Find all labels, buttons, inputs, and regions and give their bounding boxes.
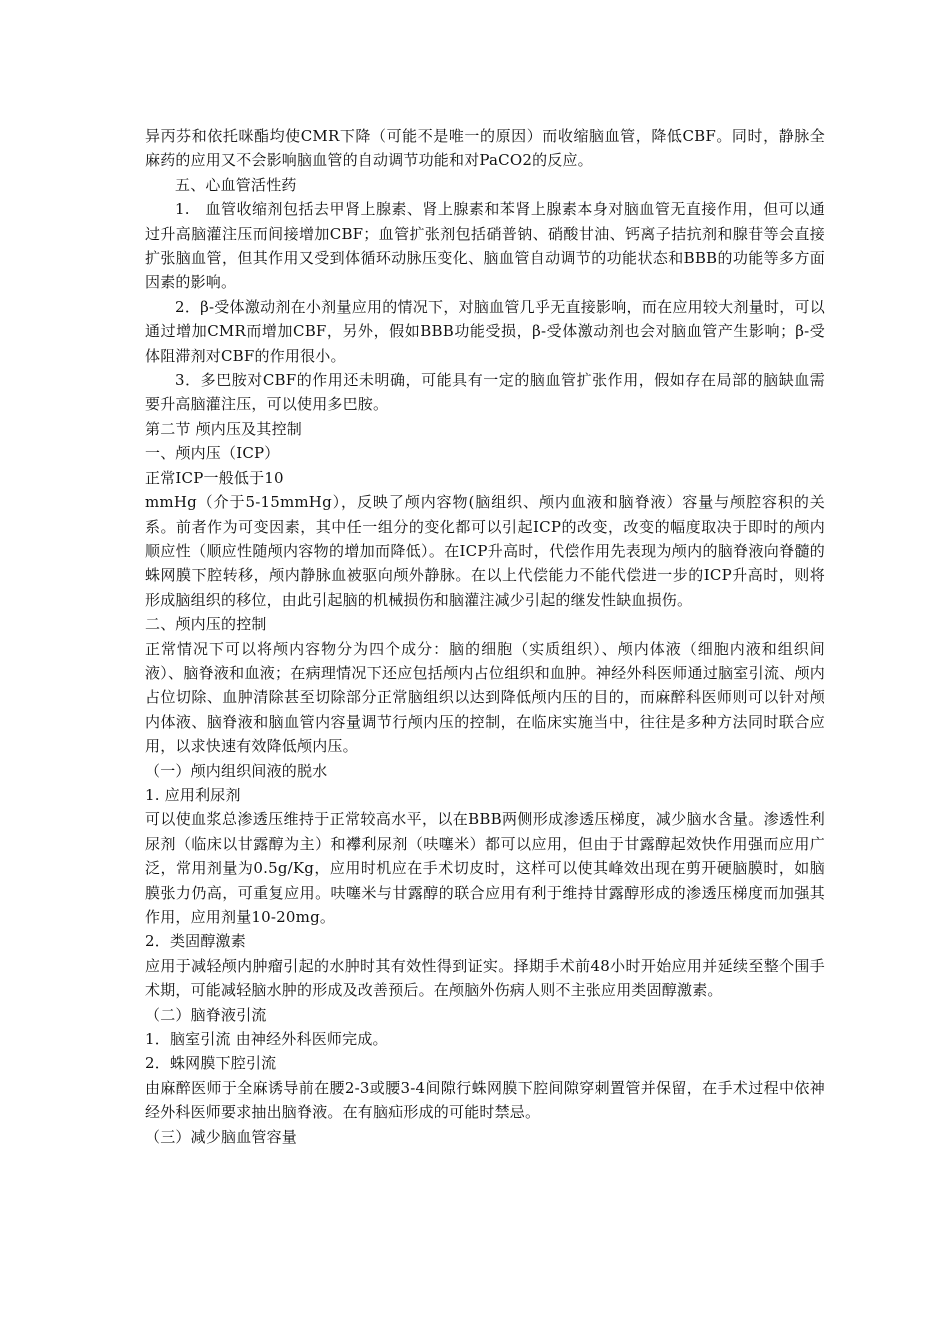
subheading-steroids: 2．类固醇激素 bbox=[145, 932, 246, 951]
subheading-dehydration: （一）颅内组织间液的脱水 bbox=[145, 761, 328, 780]
subheading-subarachnoid-drainage: 2．蛛网膜下腔引流 bbox=[145, 1054, 277, 1073]
paragraph-subarachnoid-drainage: 由麻醉医师于全麻诱导前在腰2-3或腰3-4间隙行蛛网膜下腔间隙穿刺置管并保留，在手术过程中依神经外科医师要求抽出脑脊液。在有脑疝形成的可能时禁忌。 bbox=[145, 1078, 825, 1122]
paragraph-steroids: 应用于减轻颅内肿瘤引起的水肿时其有效性得到证实。择期手术前48小时开始应用并延续至整个围手术期，可能减轻脑水肿的形成及改善预后。在颅脑外伤病人则不主张应用类固醇激素。 bbox=[145, 956, 825, 1000]
paragraph-vasoconstrictors: 1. 血管收缩剂包括去甲肾上腺素、肾上腺素和苯肾上腺素本身对脑血管无直接作用，但可以通过升高脑灌注压而间接增加CBF；血管扩张剂包括硝普钠、硝酸甘油、钙离子拮抗剂和腺苷等会直接扩张脑血管，但其作用又受到体循环动脉压变化、脑血管自动调节的功能状态和BBB的功能等多方面因素的影响。 bbox=[145, 200, 825, 292]
subheading-csf-drainage: （二）脑脊液引流 bbox=[145, 1005, 267, 1024]
subheading-diuretics: 1. 应用利尿剂 bbox=[145, 785, 241, 804]
paragraph-dopamine: 3．多巴胺对CBF的作用还未明确，可能具有一定的脑血管扩张作用，假如存在局部的脑缺血需要升高脑灌注压，可以使用多巴胺。 bbox=[145, 371, 825, 414]
paragraph-intracranial-contents: 正常情况下可以将颅内容物分为四个成分：脑的细胞（实质组织）、颅内体液（细胞内液和组织间液）、脑脊液和血液；在病理情况下还应包括颅内占位组织和血肿。神经外科医师通过脑室引流、颅内占位切除、血肿清除甚至切除部分正常脑组织以达到降低颅内压的目的，而麻醉科医师则可以针对颅内体液、脑脊液和脑血管内容量调节行颅内压的控制，在临床实施当中，往往是多种方法同时联合应用，以求快速有效降低颅内压。 bbox=[145, 639, 825, 756]
subheading-reduce-blood-volume: （三）减少脑血管容量 bbox=[145, 1127, 298, 1146]
item-ventricular-drainage: 1．脑室引流 由神经外科医师完成。 bbox=[145, 1030, 388, 1049]
section-heading-icp: 一、颅内压（ICP） bbox=[145, 444, 280, 463]
paragraph-normal-icp: mmHg（介于5-15mmHg），反映了颅内容物(脑组织、颅内血液和脑脊液）容量与颅腔容积的关系。前者作为可变因素，其中任一组分的变化都可以引起ICP的改变，改变的幅度取决于即时的颅内顺应性（顺应性随颅内容物的增加而降低）。在ICP升高时，代偿作用先表现为颅内的脑脊液向脊髓的蛛网膜下腔转移，颅内静脉血被驱向颅外静脉。在以上代偿能力不能代偿进一步的ICP升高时，则将形成脑组织的移位，由此引起脑的机械损伤和脑灌注减少引起的继发性缺血损伤。 bbox=[145, 493, 825, 609]
document-body bbox=[145, 124, 825, 1149]
paragraph-diuretics: 可以使血浆总渗透压维持于正常较高水平，以在BBB两侧形成渗透压梯度，减少脑水含量。渗透性利尿剂（临床以甘露醇为主）和襻利尿剂（呋噻米）都可以应用，但由于甘露醇起效快作用强而应用广泛，常用剂量为0.5g/Kg，应用时机应在手术切皮时，这样可以使其峰效出现在剪开硬脑膜时，如脑膜张力仍高，可重复应用。呋噻米与甘露醇的联合应用有利于维持甘露醇形成的渗透压梯度而加强其作用，应用剂量10-20mg。 bbox=[145, 810, 825, 926]
paragraph-iv-anesthetics: 异丙芬和依托咪酯均使CMR下降（可能不是唯一的原因）而收缩脑血管，降低CBF。同时，静脉全麻药的应用又不会影响脑血管的自动调节功能和对PaCO2的反应。 bbox=[145, 127, 825, 170]
paragraph-normal-icp-line1: 正常ICP一般低于10 bbox=[145, 468, 284, 487]
section-heading-cardiovascular-drugs: 五、心血管活性药 bbox=[175, 175, 297, 194]
section-heading-icp-control: 二、颅内压的控制 bbox=[145, 615, 267, 634]
chapter-heading-icp: 第二节 颅内压及其控制 bbox=[145, 419, 302, 438]
paragraph-beta-agonists: 2．β-受体激动剂在小剂量应用的情况下，对脑血管几乎无直接影响，而在应用较大剂量时，可以通过增加CMR而增加CBF，另外，假如BBB功能受损，β-受体激动剂也会对脑血管产生影响；β-受体阻滞剂对CBF的作用很小。 bbox=[145, 297, 825, 365]
